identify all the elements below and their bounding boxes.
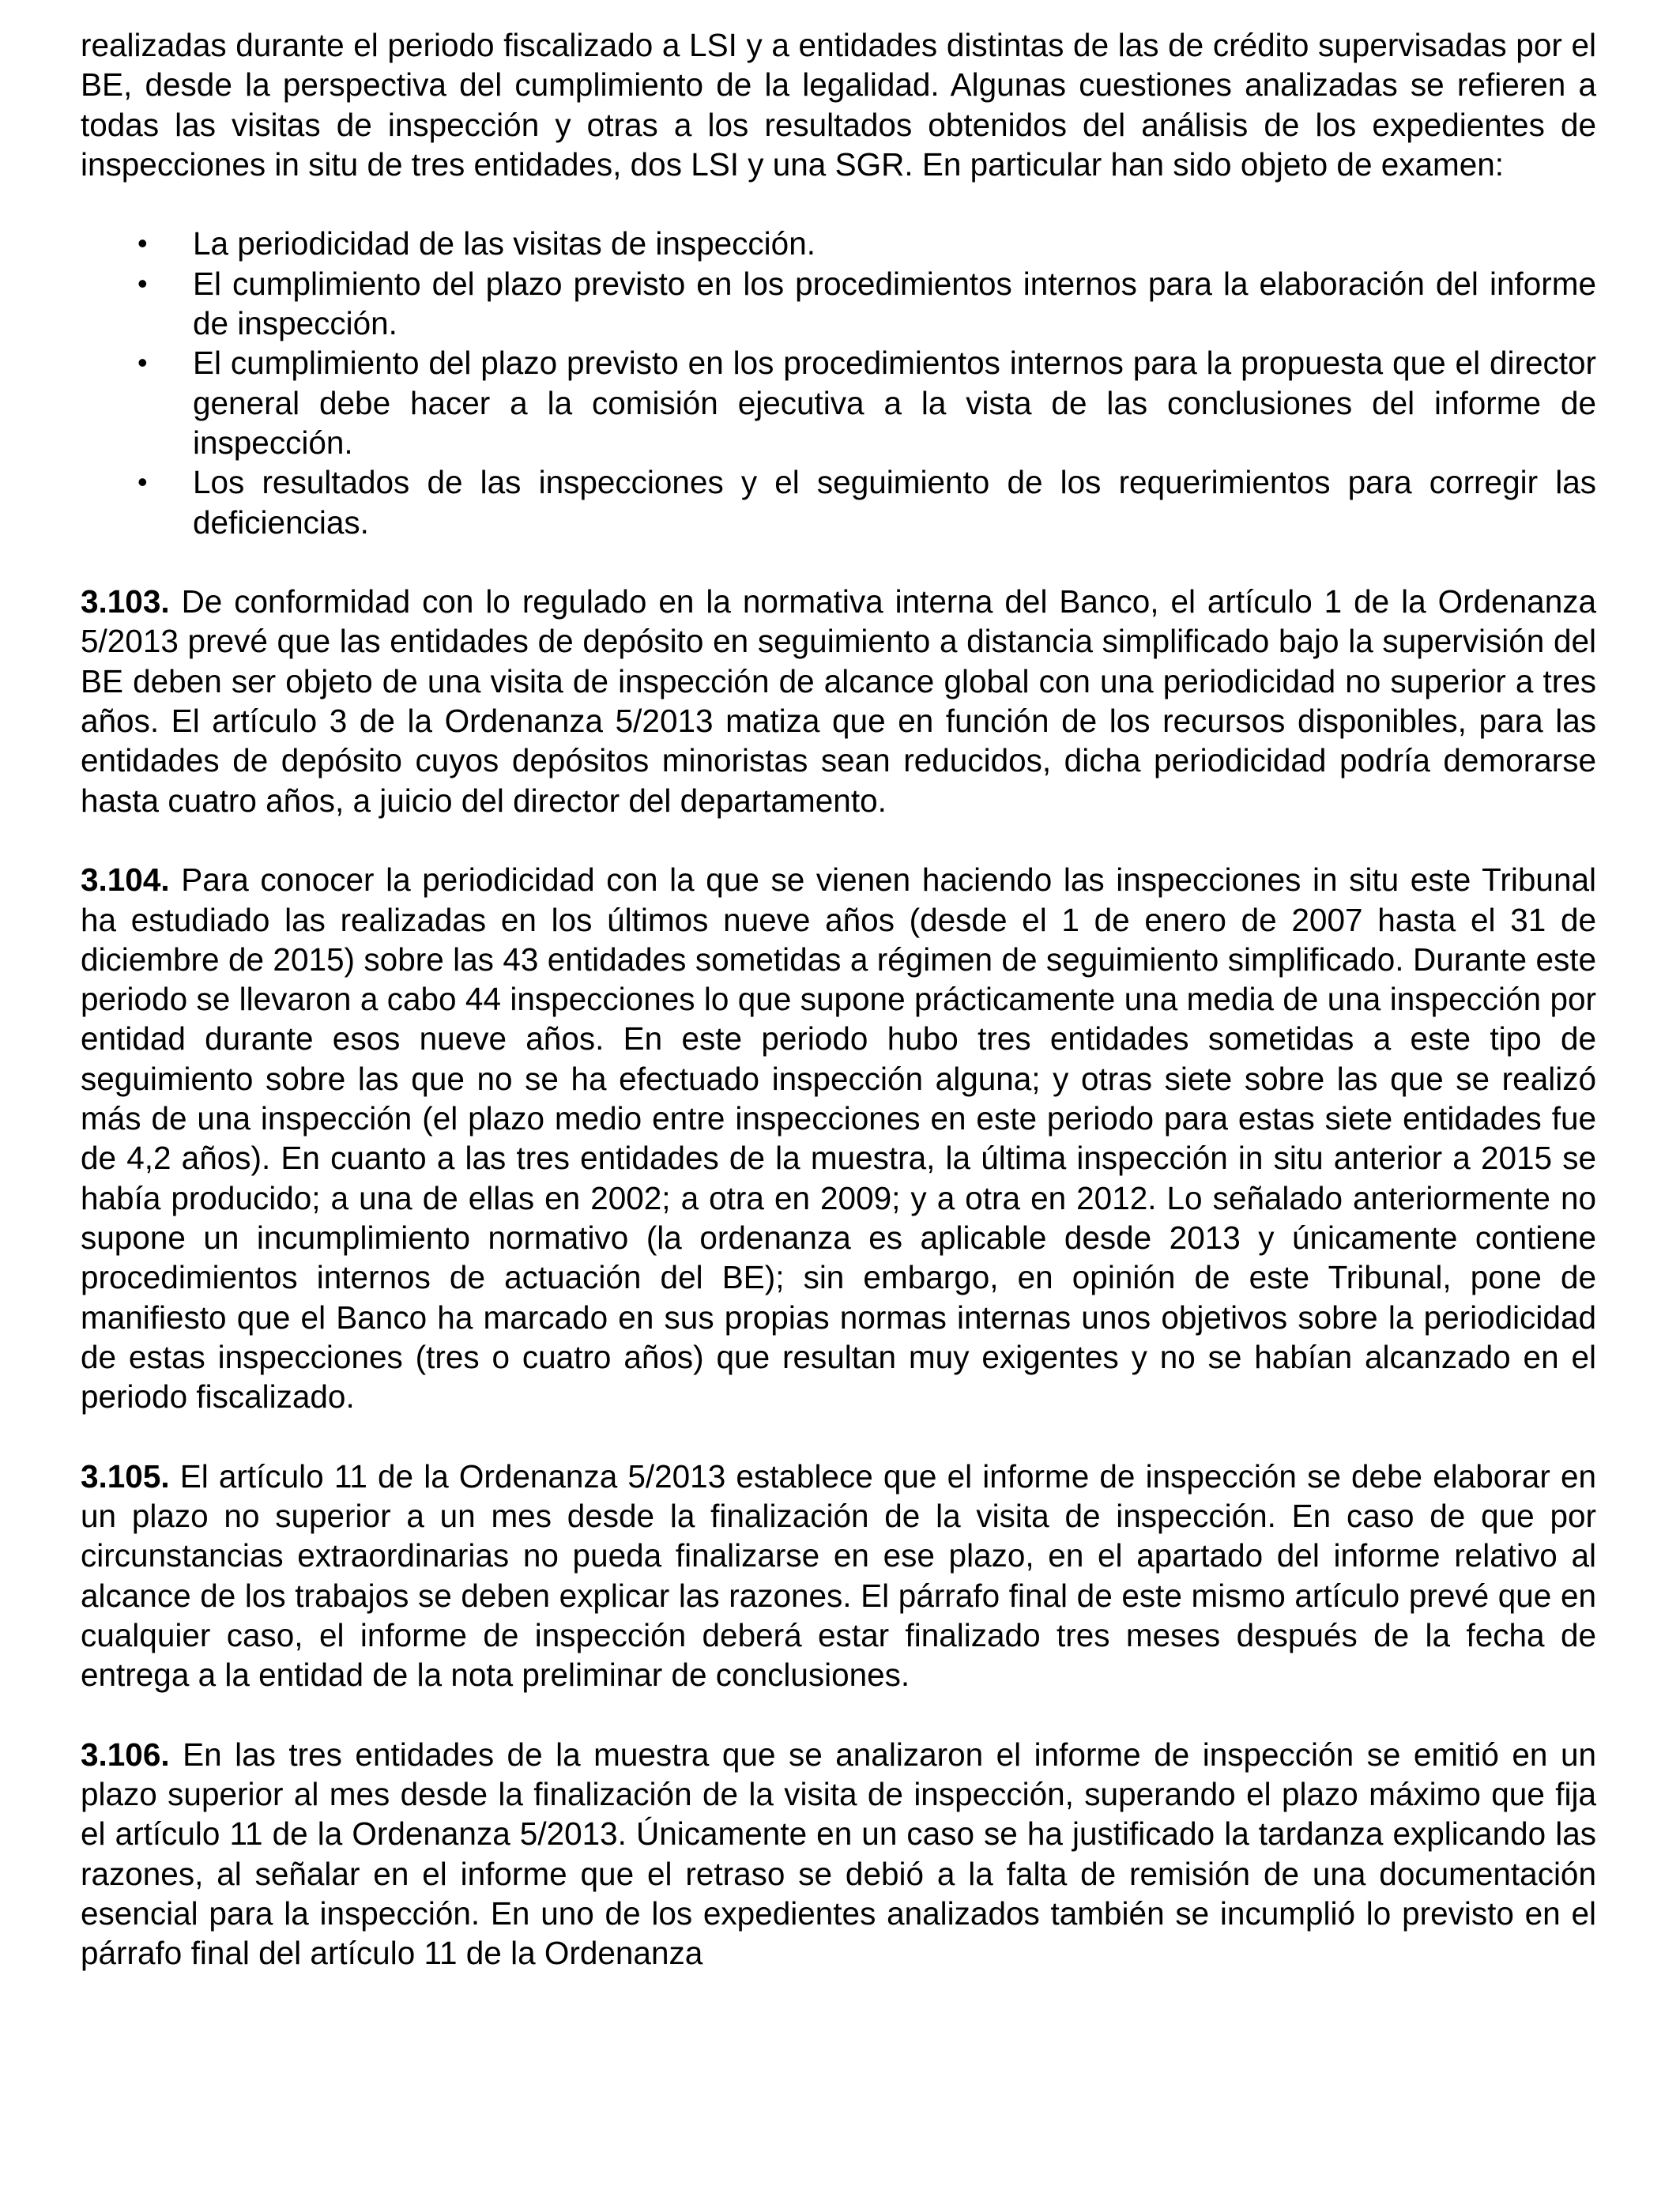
paragraph-3-106 [81, 1735, 1596, 1973]
list-item [81, 343, 1596, 462]
examination-list [81, 224, 1596, 541]
bullet-icon: • [137, 266, 148, 300]
bullet-icon: • [137, 466, 148, 499]
paragraph-text: De conformidad con lo regulado en la normativa interna del Banco, el artículo 1 de la Ordenanza 5/2013 prevé que las entidades de depósito en seguimiento a distancia simplificado bajo la supervisión del BE deben ser objeto de una visita de inspección de alcance global con una periodicidad no superior a tres años. El artículo 3 de la Ordenanza 5/2013 matiza que en función de los recursos disponibles, para las entidades de depósito cuyos depósitos minoristas sean reducidos, dicha periodicidad podría demorarse hasta cuatro años, a juicio del director del departamento. [81, 583, 1596, 819]
paragraph-number: 3.104. [81, 861, 170, 899]
document-page [81, 25, 1596, 2013]
paragraph-text: En las tres entidades de la muestra que se analizaron el informe de inspección se emitió en un plazo superior al mes desde la finalización de la visita de inspección, superando el plazo máximo que fija el artículo 11 de la Ordenanza 5/2013. Únicamente en un caso se ha justificado la tardanza explicando las razones, al señalar en el informe que el retraso se debió a la falta de remisión de una documentación esencial para la inspección. En uno de los expedientes analizados también se incumplió lo previsto en el párrafo final del artículo 11 de la Ordenanza [81, 1736, 1596, 1972]
bullet-icon: • [137, 227, 148, 260]
paragraph-3-105 [81, 1457, 1596, 1695]
paragraph-3-104 [81, 860, 1596, 1416]
list-item-text: El cumplimiento del plazo previsto en los procedimientos internos para la propuesta que el director general debe hacer a la comisión ejecutiva a la vista de las conclusiones del informe de inspección. [193, 345, 1596, 461]
paragraph-text: Para conocer la periodicidad con la que se vienen haciendo las inspecciones in situ este Tribunal ha estudiado las realizadas en los últimos nueve años (desde el 1 de enero de 2007 hasta el 31 de diciembre de 2015) sobre las 43 entidades sometidas a régimen de seguimiento simplificado. Durante este periodo se llevaron a cabo 44 inspecciones lo que supone prácticamente una media de una inspección por entidad durante esos nueve años. En este periodo hubo tres entidades sometidas a este tipo de seguimiento sobre las que no se ha efectuado inspección alguna; y otras siete sobre las que se realizó más de una inspección (el plazo medio entre inspecciones en este periodo para estas siete entidades fue de 4,2 años). En cuanto a las tres entidades de la muestra, la última inspección in situ anterior a 2015 se había producido; a una de ellas en 2002; a otra en 2009; y a otra en 2012. Lo señalado anteriormente no supone un incumplimiento normativo (la ordenanza es aplicable desde 2013 y únicamente contiene procedimientos internos de actuación del BE); sin embargo, en opinión de este Tribunal, pone de manifiesto que el Banco ha marcado en sus propias normas internas unos objetivos sobre la periodicidad de estas inspecciones (tres o cuatro años) que resultan muy exigentes y no se habían alcanzado en el periodo fiscalizado. [81, 861, 1596, 1416]
paragraph-number: 3.103. [81, 583, 170, 620]
paragraph-number: 3.105. [81, 1457, 170, 1495]
list-item-text: La periodicidad de las visitas de inspección. [193, 225, 816, 262]
bullet-icon: • [137, 346, 148, 379]
paragraph-3-103 [81, 582, 1596, 820]
paragraph-number: 3.106. [81, 1736, 170, 1773]
list-item-text: Los resultados de las inspecciones y el seguimiento de los requerimientos para corregir las deficiencias. [193, 464, 1596, 541]
paragraph-text: El artículo 11 de la Ordenanza 5/2013 establece que el informe de inspección se debe elaborar en un plazo no superior a un mes desde la finalización de la visita de inspección. En caso de que por circunstancias extraordinarias no pueda finalizarse en ese plazo, en el apartado del informe relativo al alcance de los trabajos se deben explicar las razones. El párrafo final de este mismo artículo prevé que en cualquier caso, el informe de inspección deberá estar finalizado tres meses después de la fecha de entrega a la entidad de la nota preliminar de conclusiones. [81, 1457, 1596, 1694]
list-item-text: El cumplimiento del plazo previsto en los procedimientos internos para la elaboración del informe de inspección. [193, 265, 1596, 342]
list-item [81, 264, 1596, 344]
list-item [81, 224, 1596, 263]
intro-paragraph: realizadas durante el periodo fiscalizado a LSI y a entidades distintas de las de crédito supervisadas por el BE, desde la perspectiva del cumplimiento de la legalidad. Algunas cuestiones analizadas se refieren a todas las visitas de inspección y otras a los resultados obtenidos del análisis de los expedientes de inspecciones in situ de tres entidades, dos LSI y una SGR. En particular han sido objeto de examen: [81, 27, 1596, 183]
list-item [81, 462, 1596, 542]
